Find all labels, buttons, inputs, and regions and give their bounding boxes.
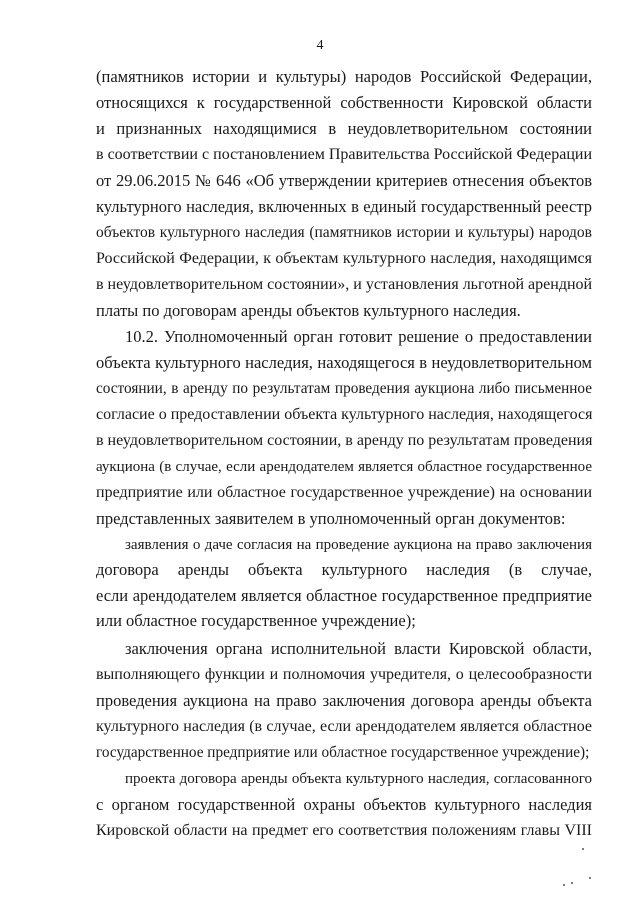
text-line: в неудовлетворительном состоянии, в аренду по результатам проведения [96, 432, 593, 449]
page-number: 4 [316, 38, 324, 53]
text-line: договора аренды объекта культурного наследия (в случае, [96, 560, 592, 579]
text-line: от 29.06.2015 № 646 «Об утверждении критериев отнесения объектов [96, 171, 592, 190]
clause-heading-line: 10.2. Уполномоченный орган готовит решение о предоставлении [125, 327, 592, 346]
text-line: платы по договорам аренды объектов культурного наследия. [96, 301, 521, 320]
text-line: объекта культурного наследия, находящегося в неудовлетворительном [96, 353, 592, 372]
text-line: выполняющего функции и полномочия учредителя, о целесообразности [96, 666, 592, 683]
text-line: с органом государственной охраны объектов культурного наследия [96, 795, 592, 814]
text-line: заявления о даче согласия на проведение аукциона на право заключения [125, 537, 592, 553]
text-line: и признанных находящимися в неудовлетворительном состоянии [96, 119, 592, 138]
text-line: заключения органа исполнительной власти Кировской области, [125, 639, 592, 658]
scan-speck [589, 877, 591, 879]
text-line: или областное государственное учреждение); [96, 611, 416, 630]
scan-speck [582, 848, 584, 850]
text-line: в неудовлетворительном состоянии», и установления льготной арендной [96, 276, 593, 293]
text-line: аукциона (в случае, если арендодателем является областное государственное [96, 459, 592, 475]
scan-speck [571, 882, 573, 884]
text-line: государственное предприятие или областное государственное учреждение); [96, 744, 590, 761]
text-line: проведения аукциона на право заключения договора аренды объекта [96, 691, 592, 710]
text-line: согласие о предоставлении объекта культурного наследия, находящегося [96, 406, 593, 423]
text-line: культурного наследия (в случае, если арендодателем является областное [96, 718, 592, 735]
text-line: Российской Федерации, к объектам культурного наследия, находящимся [96, 250, 592, 267]
text-line: (памятников истории и культуры) народов Российской Федерации, [96, 67, 592, 86]
text-line: представленных заявителем в уполномоченный орган документов: [96, 509, 566, 528]
text-line: предприятие или областное государственное учреждение) на основании [96, 484, 592, 501]
text-line: состоянии, в аренду по результатам проведения аукциона либо письменное [96, 380, 592, 397]
text-line: в соответствии с постановлением Правительства Российской Федерации [96, 146, 592, 163]
text-line: культурного наследия, включенных в единый государственный реестр [96, 197, 592, 216]
text-line: Кировской области на предмет его соответствия положениям главы VIII [96, 822, 592, 839]
text-line: относящихся к государственной собственности Кировской области [96, 93, 592, 112]
text-line: объектов культурного наследия (памятников истории и культуры) народов [96, 224, 592, 241]
text-line: проекта договора аренды объекта культурного наследия, согласованного [125, 771, 592, 787]
scan-speck [563, 884, 565, 886]
text-line: если арендодателем является областное государственное предприятие [96, 586, 592, 605]
